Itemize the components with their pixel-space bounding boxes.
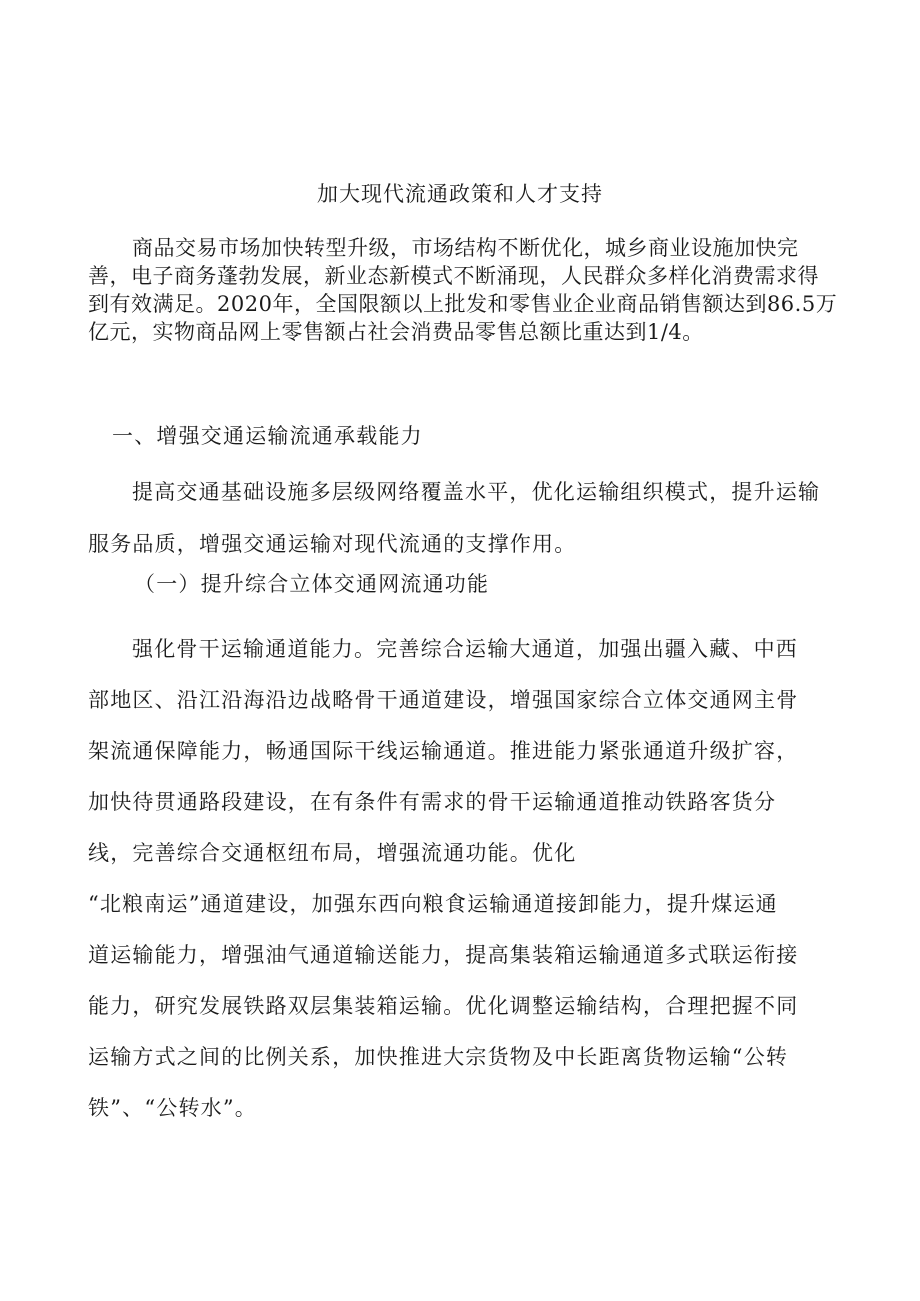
body-line: 强化骨干运输通道能力。完善综合运输大通道，加强出疆入藏、中西 (132, 637, 798, 661)
section-heading: 一、增强交通运输流通承载能力 (112, 424, 423, 448)
body-line: 能力，研究发展铁路双层集装箱运输。优化调整运输结构，合理把握不同 (88, 994, 799, 1018)
section-paragraph: 提高交通基础设施多层级网络覆盖水平，优化运输组织模式，提升运输服务品质，增强交通运输对现代流通的支撑作用。 (88, 480, 821, 556)
body-line: 铁”、“公转水”。 (88, 1096, 258, 1120)
subsection-heading: （一）提升综合立体交通网流通功能 (134, 572, 490, 596)
body-line: 加快待贯通路段建设，在有条件有需求的骨干运输通道推动铁路客货分 (88, 790, 777, 814)
body-paragraph (88, 624, 840, 1134)
body-line: 线，完善综合交通枢纽布局，增强流通功能。优化 (88, 841, 577, 865)
intro-paragraph: 商品交易市场加快转型升级，市场结构不断优化，城乡商业设施加快完善，电子商务蓬勃发展，新业态新模式不断涌现，人民群众多样化消费需求得到有效满足。2020年，全国限额以上批发和零售业企业商品销售额达到86.5万亿元，实物商品网上零售额占社会消费品零售总额比重达到1/4。 (88, 236, 838, 344)
document-title: 加大现代流通政策和人才支持 (317, 182, 603, 206)
body-line: 运输方式之间的比例关系，加快推进大宗货物及中长距离货物运输“公转 (88, 1045, 789, 1069)
body-line: 道运输能力，增强油气通道输送能力，提高集装箱运输通道多式联运衔接 (88, 943, 799, 967)
body-line: 部地区、沿江沿海沿边战略骨干通道建设，增强国家综合立体交通网主骨 (88, 688, 799, 712)
body-line: 架流通保障能力，畅通国际干线运输通道。推进能力紧张通道升级扩容， (88, 739, 799, 763)
body-line: “北粮南运”通道建设，加强东西向粮食运输通道接卸能力，提升煤运通 (88, 892, 778, 916)
